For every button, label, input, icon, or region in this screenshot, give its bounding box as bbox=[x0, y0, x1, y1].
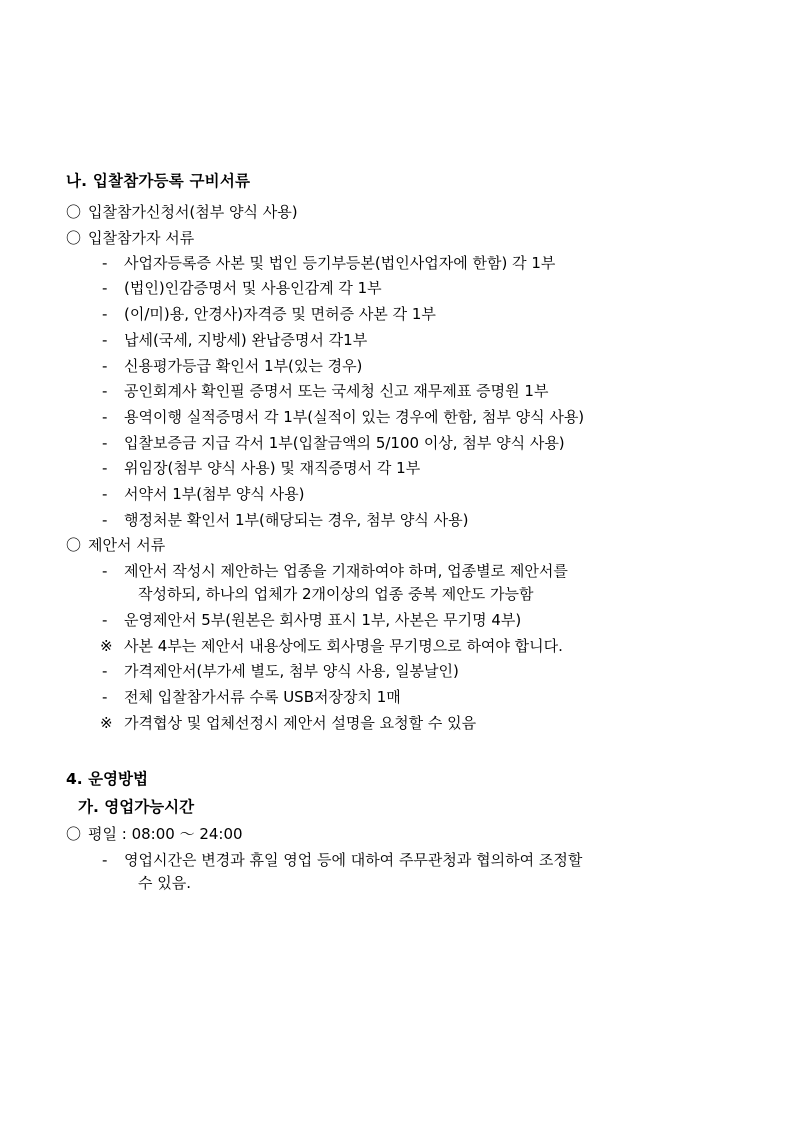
dash-icon: - bbox=[102, 850, 108, 869]
sub-list-item bbox=[66, 380, 726, 404]
sub-list-item-label: 공인회계사 확인필 증명서 또는 국세청 신고 재무제표 증명원 1부 bbox=[124, 382, 549, 401]
sub-list-item-note bbox=[66, 712, 726, 736]
bullet-circle-icon: 〇 bbox=[66, 536, 82, 555]
dash-icon: - bbox=[102, 305, 108, 324]
sub-list-item bbox=[66, 432, 726, 456]
dash-icon: - bbox=[102, 610, 108, 629]
sub-list-item-label-line2: 수 있음. bbox=[138, 874, 192, 893]
bullet-circle-icon: 〇 bbox=[66, 228, 82, 247]
section-subheading-business-hours: 가. 영업가능시간 bbox=[78, 798, 195, 817]
list-item-label: 입찰참가자 서류 bbox=[88, 228, 195, 247]
sub-list-item-label: 사업자등록증 사본 및 법인 등기부등본(법인사업자에 한함) 각 1부 bbox=[124, 253, 556, 272]
section-heading-bid-registration: 나. 입찰참가등록 구비서류 bbox=[66, 172, 251, 190]
dash-icon: - bbox=[102, 510, 108, 529]
list-item-label: 입찰참가신청서(첨부 양식 사용) bbox=[88, 203, 298, 222]
sub-list-item-label: 가격협상 및 업체선정시 제안서 설명을 요청할 수 있음 bbox=[124, 713, 477, 732]
sub-list-item-label-line2: 작성하되, 하나의 업체가 2개이상의 업종 중복 제안도 가능함 bbox=[138, 585, 534, 604]
sub-list-item-label: 서약서 1부(첨부 양식 사용) bbox=[124, 484, 305, 503]
dash-icon: - bbox=[102, 459, 108, 478]
reference-mark-icon: ※ bbox=[100, 636, 113, 655]
dash-icon: - bbox=[102, 561, 108, 580]
sub-list-item-label: 가격제안서(부가세 별도, 첨부 양식 사용, 일봉날인) bbox=[124, 662, 459, 681]
dash-icon: - bbox=[102, 407, 108, 426]
dash-icon: - bbox=[102, 662, 108, 681]
sub-list-item-label: 운영제안서 5부(원본은 회사명 표시 1부, 사본은 무기명 4부) bbox=[124, 610, 522, 629]
sub-list-item bbox=[66, 355, 726, 379]
dash-icon: - bbox=[102, 382, 108, 401]
sub-list-item bbox=[66, 457, 726, 481]
sub-list-item-label: 제안서 작성시 제안하는 업종을 기재하여야 하며, 업종별로 제안서를 bbox=[124, 561, 568, 580]
sub-list-item-label: 사본 4부는 제안서 내용상에도 회사명을 무기명으로 하여야 합니다. bbox=[124, 636, 563, 655]
dash-icon: - bbox=[102, 484, 108, 503]
sub-list-item bbox=[66, 483, 726, 507]
list-item bbox=[66, 823, 726, 846]
sub-list-item-note bbox=[66, 635, 726, 659]
list-item bbox=[66, 227, 726, 250]
sub-list-item-label: 신용평가등급 확인서 1부(있는 경우) bbox=[124, 356, 363, 375]
dash-icon: - bbox=[102, 330, 108, 349]
dash-icon: - bbox=[102, 688, 108, 706]
sub-list-item-label: 전체 입찰참가서류 수록 USB저장장치 1매 bbox=[124, 688, 401, 706]
sub-list-item-label: 용역이행 실적증명서 각 1부(실적이 있는 경우에 한함, 첨부 양식 사용) bbox=[124, 407, 585, 426]
document-body bbox=[66, 170, 726, 898]
reference-mark-icon: ※ bbox=[100, 713, 113, 732]
list-item bbox=[66, 201, 726, 224]
sub-list-item bbox=[66, 277, 726, 301]
bullet-circle-icon: 〇 bbox=[66, 825, 82, 844]
dash-icon: - bbox=[102, 253, 108, 272]
sub-list-item-label: 위임장(첨부 양식 사용) 및 재직증명서 각 1부 bbox=[124, 459, 421, 478]
dash-icon: - bbox=[102, 279, 108, 298]
list-item-label: 평일 : 08:00 ～ 24:00 bbox=[88, 825, 243, 844]
section-spacer bbox=[66, 737, 726, 767]
bullet-circle-icon: 〇 bbox=[66, 203, 82, 222]
sub-list-item-label: 입찰보증금 지급 각서 1부(입찰금액의 5/100 이상, 첨부 양식 사용) bbox=[124, 433, 565, 452]
dash-icon: - bbox=[102, 356, 108, 375]
sub-list-item-label: (법인)인감증명서 및 사용인감계 각 1부 bbox=[124, 279, 382, 298]
sub-list-item bbox=[66, 509, 726, 533]
sub-list-item bbox=[66, 560, 726, 607]
dash-icon: - bbox=[102, 433, 108, 452]
sub-list-item bbox=[66, 252, 726, 276]
sub-list-item-label: 납세(국세, 지방세) 완납증명서 각1부 bbox=[124, 330, 368, 349]
sub-list-item bbox=[66, 609, 726, 633]
sub-list-item-label: (이/미)용, 안경사)자격증 및 면허증 사본 각 1부 bbox=[124, 305, 436, 324]
list-item-label: 제안서 서류 bbox=[88, 536, 166, 555]
sub-list-item bbox=[66, 849, 726, 896]
sub-list-item-label: 행정처분 확인서 1부(해당되는 경우, 첨부 양식 사용) bbox=[124, 510, 469, 529]
sub-list-item bbox=[66, 660, 726, 684]
sub-list-item bbox=[66, 303, 726, 327]
sub-list-item bbox=[66, 686, 726, 710]
sub-list-item-label: 영업시간은 변경과 휴일 영업 등에 대하여 주무관청과 협의하여 조정할 bbox=[124, 850, 583, 869]
section-heading-operation-method: 4. 운영방법 bbox=[66, 770, 148, 789]
sub-list-item bbox=[66, 406, 726, 430]
sub-list-item bbox=[66, 329, 726, 353]
list-item bbox=[66, 534, 726, 557]
